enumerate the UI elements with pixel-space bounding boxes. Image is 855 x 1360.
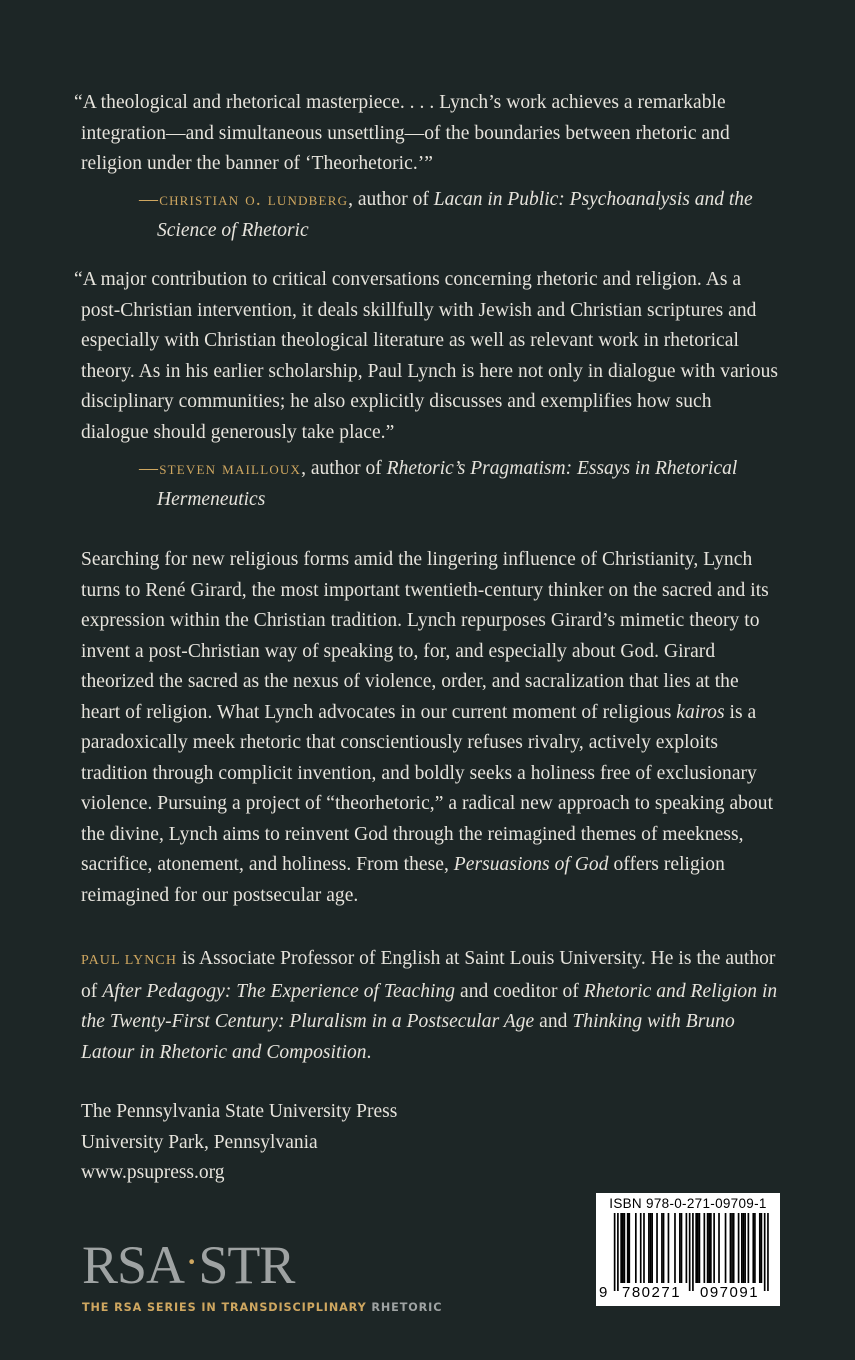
bio-text-4: .	[366, 1041, 372, 1063]
barcode-bar	[679, 1213, 681, 1283]
series-subtitle	[82, 1301, 442, 1314]
barcode-bar	[668, 1213, 670, 1283]
barcode-bar	[759, 1213, 761, 1283]
barcode-bar	[622, 1213, 624, 1283]
attribution-connector: , author of	[348, 189, 434, 210]
logo-dot: ·	[185, 1239, 198, 1284]
barcode-bar	[643, 1213, 645, 1283]
quote-1	[74, 88, 781, 180]
barcode-bar	[656, 1213, 658, 1283]
barcode-bar	[743, 1213, 745, 1283]
barcode-bar	[707, 1213, 709, 1283]
barcode-bar	[741, 1213, 743, 1283]
bio-book-3: Thinking with Bruno Latour in Rhetoric and Composition	[81, 1011, 735, 1063]
barcode-bar	[627, 1213, 629, 1283]
description-title: Persuasions of God	[453, 854, 609, 875]
series-logo-mark	[82, 1235, 442, 1297]
barcode-bar	[731, 1213, 733, 1283]
author-bio	[81, 944, 781, 1068]
barcode-bar	[650, 1213, 652, 1283]
isbn-label: ISBN 978-0-271-09709-1	[609, 1196, 767, 1211]
description-kairos: kairos	[676, 701, 725, 723]
quote-2-text: “A major contribution to critical conversations concerning rhetoric and religion. As a post-Christian intervention, it deals skillfully with Jewish and Christian scriptures and especially with Christian theological literature as well as relevant work in rhetorical theory. As in his earlier scholarship, Paul Lynch is here not only in dialogue with various disciplinary communities; he also explicitly discusses and exemplifies how such dialogue should generously take place.”	[74, 269, 779, 443]
barcode-bar	[699, 1213, 701, 1283]
logo-left: RSA	[82, 1235, 185, 1295]
bio-text-2: and coeditor of	[455, 980, 584, 1002]
description-part-2: is a paradoxically meek rhetoric that conscientiously refuses rivalry, actively exploits tradition through complicit invention, and boldly seeks a holiness free of exclusionary violence. Pursuing a project of “theorhetoric,” a radical new approach to speaking about the divine, Lynch aims to reinvent God through the reimagined themes of meekness, sacrifice, atonement, and holiness. From these,	[81, 701, 774, 875]
barcode-bar	[617, 1213, 619, 1291]
barcode-bar	[674, 1213, 676, 1283]
barcode-bar	[697, 1213, 699, 1283]
barcode-bar	[744, 1213, 746, 1283]
barcode-bar	[713, 1213, 715, 1283]
barcode-bar	[661, 1213, 663, 1283]
barcode-bar	[704, 1213, 706, 1283]
barcode-bar	[648, 1213, 650, 1283]
description-part-3: offers religion reimagined for our postsecular age.	[81, 854, 725, 906]
barcode-bar	[695, 1213, 697, 1283]
barcode-bar	[689, 1213, 691, 1291]
publisher-url: www.psupress.org	[81, 1162, 225, 1183]
quote-1-book: Lacan in Public: Psychoanalysis and the Science of Rhetoric	[157, 189, 753, 241]
barcode-bar	[710, 1213, 712, 1283]
quote-1-attribution	[139, 185, 787, 246]
publisher-location: University Park, Pennsylvania	[81, 1131, 318, 1153]
barcode-bar	[708, 1213, 710, 1283]
series-logo	[82, 1235, 443, 1314]
barcode-bar	[718, 1213, 720, 1283]
description-part-1: Searching for new religious forms amid the lingering influence of Christianity, Lynch turns to René Girard, the most important twentieth-century thinker on the sacred and its expression within the Christian tradition. Lynch repurposes Girard’s mimetic theory to invent a post-Christian way of speaking to, for, and especially about God. Girard theorized the sacred as the nexus of violence, order, and sacralization that lies at the heart of religion. What Lynch advocates in our current moment of religious	[81, 549, 769, 723]
quote-1-author: christian o. lundberg	[159, 189, 349, 210]
barcode-bar	[748, 1213, 750, 1283]
barcode-bar	[640, 1213, 642, 1283]
barcode-bar	[692, 1213, 694, 1291]
attribution-dash: —	[139, 458, 160, 479]
quote-2-author: steven mailloux	[159, 458, 302, 479]
isbn-barcode	[596, 1193, 780, 1306]
logo-right: STR	[198, 1235, 295, 1295]
barcode-bar	[614, 1213, 616, 1291]
bio-text-3: and	[534, 1011, 573, 1032]
barcode-bar	[686, 1213, 688, 1283]
barcode-bar	[733, 1213, 735, 1283]
barcode-bar	[752, 1213, 754, 1283]
barcode-bar	[754, 1213, 756, 1283]
barcode-bar	[764, 1213, 766, 1291]
bio-author-name: PAUL LYNCH	[81, 953, 178, 968]
barcode-bar	[725, 1213, 727, 1283]
barcode-digits-left: 780271	[622, 1284, 682, 1301]
barcode-bar	[730, 1213, 732, 1283]
barcode-bar	[628, 1213, 630, 1283]
publisher-info	[81, 1097, 397, 1189]
barcode-bar	[663, 1213, 665, 1283]
attribution-dash: —	[139, 189, 160, 210]
bio-text-1: is Associate Professor of English at Saint Louis University. He is the author of	[81, 948, 776, 1002]
barcode-bar	[738, 1213, 740, 1283]
barcode-bar	[761, 1213, 763, 1283]
barcode-digits-right: 097091	[700, 1284, 760, 1301]
barcode-bar	[767, 1213, 769, 1291]
series-subtitle-main: THE RSA SERIES IN TRANSDISCIPLINARY	[82, 1301, 367, 1314]
book-description	[81, 545, 781, 911]
series-subtitle-last: RHETORIC	[371, 1301, 443, 1314]
barcode-bar	[635, 1213, 637, 1283]
barcode-bar	[681, 1213, 683, 1283]
barcode-digit-first: 9	[599, 1284, 609, 1301]
quote-2-book: Rhetoric’s Pragmatism: Essays in Rhetorical Hermeneutics	[157, 458, 738, 510]
barcode-bar	[651, 1213, 653, 1283]
bio-book-1: After Pedagogy: The Experience of Teaching	[102, 980, 456, 1002]
barcode-bar	[620, 1213, 622, 1283]
quote-2-attribution	[139, 454, 787, 515]
attribution-connector: , author of	[301, 458, 387, 479]
quote-1-text: “A theological and rhetorical masterpiece. . . . Lynch’s work achieves a remarkable integration—and simultaneous unsettling—of the boundaries between rhetoric and religion under the banner of ‘Theorhetoric.’”	[74, 92, 730, 174]
publisher-name: The Pennsylvania State University Press	[81, 1101, 398, 1122]
quote-2	[74, 265, 781, 448]
barcode-bar	[624, 1213, 626, 1283]
bio-book-2: Rhetoric and Religion in the Twenty-First Century: Pluralism in a Postsecular Age	[81, 980, 778, 1032]
